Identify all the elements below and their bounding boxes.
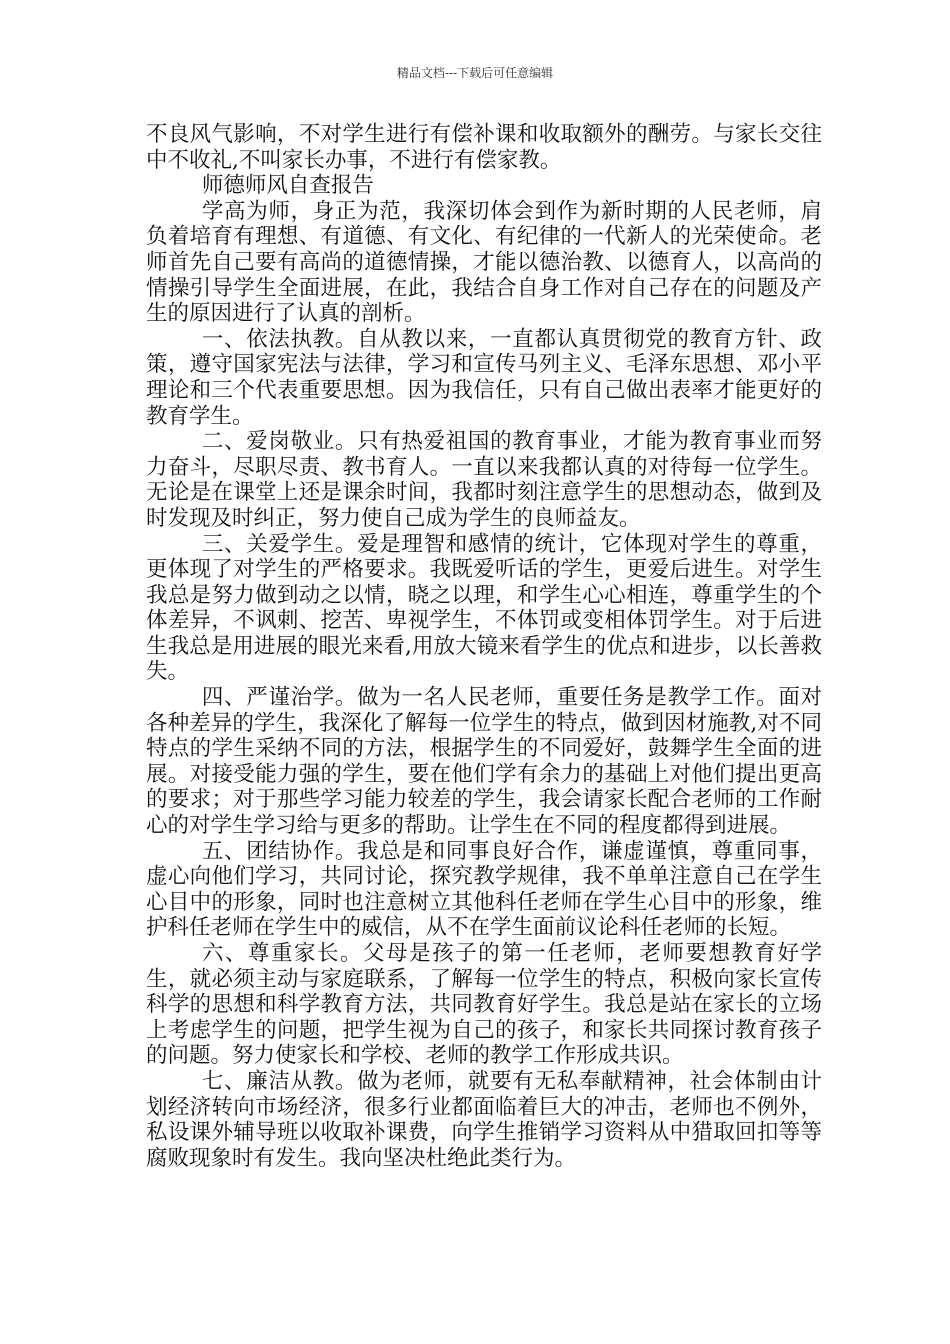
report-title: 师德师风自查报告 <box>201 173 374 199</box>
paragraph-section-2: 二、爱岗敬业。只有热爱祖国的教育事业，才能为教育事业而努力奋斗，尽职尽责、教书育人。一直以来我都认真的对待每一位学生。无论是在课堂上还是课余时间，我都时刻注意学生的思想动态，做到及时发现及时纠正，努力使自己成为学生的良师益友。 <box>146 429 822 531</box>
paragraph-intro: 学高为师，身正为范，我深切体会到作为新时期的人民老师，肩负着培育有理想、有道德、有文化、有纪律的一代新人的光荣使命。老师首先自己要有高尚的道德情操，才能以德治教、以德育人，以高尚的情操引导学生全面进展，在此，我结合自身工作对自己存在的问题及产生的原因进行了认真的剖析。 <box>146 198 822 327</box>
paragraph-section-5: 五、团结协作。我总是和同事良好合作，谦虚谨慎，尊重同事，虚心向他们学习，共同讨论，探究教学规律，我不单单注意自己在学生心目中的形象，同时也注意树立其他科任老师在学生心目中的形象，维护科任老师在学生中的威信，从不在学生面前议论科任老师的长短。 <box>146 838 822 941</box>
paragraph-section-3: 三、关爱学生。爱是理智和感情的统计，它体现对学生的尊重，更体现了对学生的严格要求。我既爱听话的学生，更爱后进生。对学生我总是努力做到动之以情，晓之以理，和学生心心相连，尊重学生的个体差异，不讽刺、挖苦、卑视学生，不体罚或变相体罚学生。对于后进生我总是用进展的眼光来看,用放大镜来看学生的优点和进步，以长善救失。 <box>146 531 822 685</box>
paragraph-section-7: 七、廉洁从教。做为老师，就要有无私奉献精神，社会体制由计划经济转向市场经济，很多行业都面临着巨大的冲击，老师也不例外，私设课外辅导班以收取补课费，向学生推销学习资料从中猎取回扣等等腐败现象时有发生。我向坚决杜绝此类行为。 <box>146 1068 822 1171</box>
paragraph-continuation: 不良风气影响，不对学生进行有偿补课和收取额外的酬劳。与家长交往中不收礼,不叫家长办事，不进行有偿家教。 <box>146 122 822 173</box>
page-header: 精品文档---下载后可任意编辑 <box>396 66 554 80</box>
document-body <box>146 122 822 1171</box>
paragraph-section-4: 四、严谨治学。做为一名人民老师，重要任务是教学工作。面对各种差异的学生，我深化了解每一位学生的特点，做到因材施教,对不同特点的学生采纳不同的方法，根据学生的不同爱好，鼓舞学生全面的进展。对接受能力强的学生，要在他们学有余力的基础上对他们提出更高的要求；对于那些学习能力较差的学生，我会请家长配合老师的工作耐心的对学生学习给与更多的帮助。让学生在不同的程度都得到进展。 <box>146 685 822 839</box>
paragraph-section-1: 一、依法执教。自从教以来，一直都认真贯彻党的教育方针、政策，遵守国家宪法与法律，学习和宣传马列主义、毛泽东思想、邓小平理论和三个代表重要思想。因为我信任，只有自己做出表率才能更好的教育学生。 <box>146 326 822 429</box>
paragraph-section-6: 六、尊重家长。父母是孩子的第一任老师，老师要想教育好学生，就必须主动与家庭联系，了解每一位学生的特点，积极向家长宣传科学的思想和科学教育方法，共同教育好学生。我总是站在家长的立场上考虑学生的问题，把学生视为自己的孩子，和家长共同探讨教育孩子的问题。努力使家长和学校、老师的教学工作形成共识。 <box>146 941 822 1069</box>
